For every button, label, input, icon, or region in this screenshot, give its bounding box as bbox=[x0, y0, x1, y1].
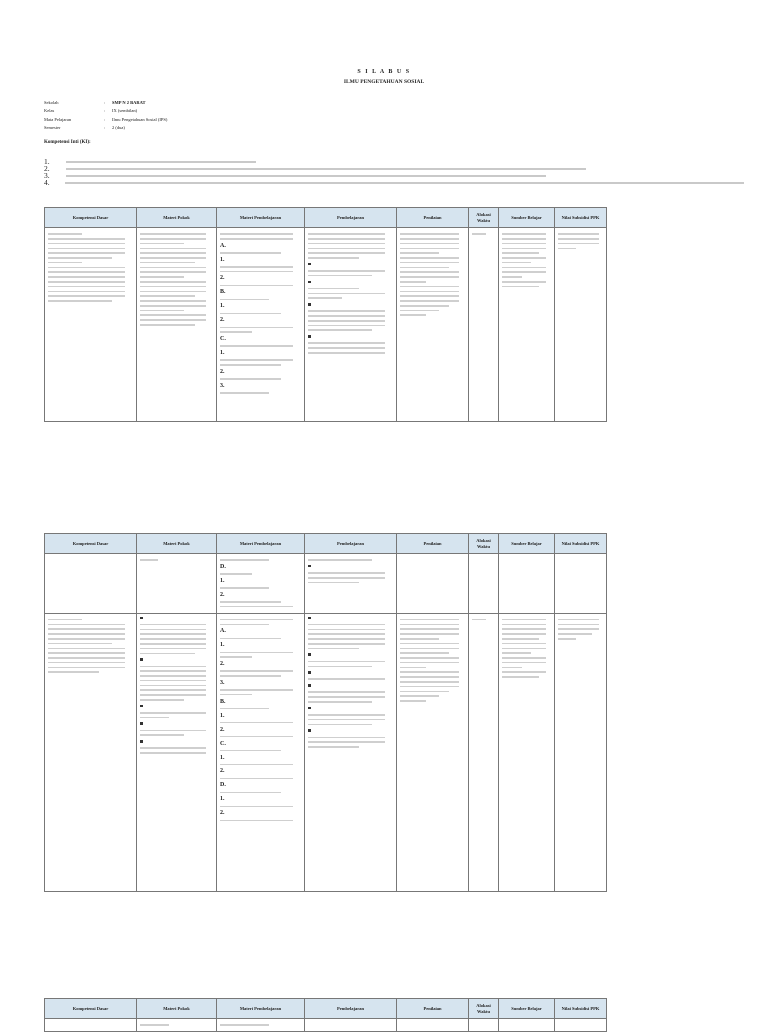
cell-sumber bbox=[499, 1019, 555, 1032]
col-header-kd: Kompetensi Dasar bbox=[45, 534, 137, 554]
table-row bbox=[45, 228, 607, 422]
list-marker: 3. bbox=[220, 679, 225, 686]
identity-value: IX (sembilan) bbox=[112, 108, 138, 114]
text-line bbox=[65, 182, 744, 184]
cell-pembelajaran bbox=[305, 554, 397, 614]
col-header-pembelajaran: Pembelajaran bbox=[305, 534, 397, 554]
cell-nilai bbox=[555, 613, 607, 891]
cell-pembelajaran bbox=[305, 228, 397, 422]
col-header-penilaian: Penilaian bbox=[397, 208, 469, 228]
ki-item bbox=[44, 179, 744, 186]
ki-number: 2. bbox=[44, 164, 50, 173]
list-marker: B. bbox=[220, 698, 226, 705]
col-header-materi-pembelajaran: Materi Pembelajaran bbox=[217, 999, 305, 1019]
list-marker: A. bbox=[220, 628, 226, 635]
cell-sumber bbox=[499, 613, 555, 891]
cell-materi-pokok bbox=[137, 613, 217, 891]
cell-nilai bbox=[555, 554, 607, 614]
list-marker: 2. bbox=[220, 768, 225, 775]
cell-kd bbox=[45, 1019, 137, 1032]
list-marker: D. bbox=[220, 563, 226, 570]
identity-value: SMP N 2 BARAT bbox=[112, 99, 146, 105]
list-marker: 2. bbox=[220, 726, 225, 733]
table-header-row bbox=[45, 534, 607, 554]
identity-row-subject: Mata Pelajaran : Ilmu Pengetahuan Sosial (IPS) bbox=[44, 116, 168, 122]
identity-key: Sekolah bbox=[44, 99, 59, 105]
col-header-materi-pembelajaran: Materi Pembelajaran bbox=[217, 208, 305, 228]
list-marker: 2. bbox=[220, 661, 225, 668]
document-title: S I L A B U S bbox=[357, 69, 411, 75]
list-marker: B. bbox=[220, 289, 226, 296]
cell-nilai bbox=[555, 1019, 607, 1032]
col-header-pembelajaran: Pembelajaran bbox=[305, 999, 397, 1019]
table-row bbox=[45, 613, 607, 891]
list-marker: 1. bbox=[220, 712, 225, 719]
identity-row-semester: Semester : 2 (dua) bbox=[44, 125, 125, 131]
list-marker: 2. bbox=[220, 275, 225, 282]
cell-materi-pembelajaran bbox=[217, 554, 305, 614]
table-row bbox=[45, 554, 607, 614]
cell-kd bbox=[45, 613, 137, 891]
col-header-nilai: Nilai Subsidisi PPK bbox=[555, 999, 607, 1019]
col-header-sumber: Sumber Belajar bbox=[499, 534, 555, 554]
list-marker: 1. bbox=[220, 577, 225, 584]
identity-key: Mata Pelajaran bbox=[44, 116, 72, 122]
cell-materi-pokok bbox=[137, 1019, 217, 1032]
cell-penilaian bbox=[397, 554, 469, 614]
list-marker: A. bbox=[220, 242, 226, 249]
list-marker: C. bbox=[220, 336, 226, 343]
text-line bbox=[66, 161, 256, 163]
col-header-penilaian: Penilaian bbox=[397, 534, 469, 554]
cell-materi-pokok bbox=[137, 228, 217, 422]
cell-sumber bbox=[499, 554, 555, 614]
cell-pembelajaran bbox=[305, 613, 397, 891]
ki-list bbox=[44, 158, 744, 186]
syllabus-table-1 bbox=[44, 207, 607, 422]
cell-alokasi bbox=[469, 228, 499, 422]
identity-key: Kelas bbox=[44, 108, 55, 114]
col-header-sumber: Sumber Belajar bbox=[499, 999, 555, 1019]
col-header-nilai: Nilai Subsidisi PPK bbox=[555, 534, 607, 554]
table-row bbox=[45, 1019, 607, 1032]
col-header-alokasi: Alokasi Waktu bbox=[469, 208, 499, 228]
identity-value: Ilmu Pengetahuan Sosial (IPS) bbox=[112, 116, 168, 122]
list-marker: 1. bbox=[220, 303, 225, 310]
list-marker: 1. bbox=[220, 754, 225, 761]
cell-kd bbox=[45, 228, 137, 422]
list-marker: 2. bbox=[220, 591, 225, 598]
syllabus-table-2 bbox=[44, 533, 607, 892]
identity-row-class: Kelas : IX (sembilan) bbox=[44, 108, 138, 114]
list-marker: C. bbox=[220, 740, 226, 747]
ki-number: 1. bbox=[44, 157, 50, 166]
cell-kd bbox=[45, 554, 137, 614]
list-marker: 3. bbox=[220, 382, 225, 389]
table-header-row bbox=[45, 208, 607, 228]
identity-block bbox=[44, 98, 344, 132]
list-marker: 2. bbox=[220, 317, 225, 324]
text-line bbox=[66, 175, 546, 177]
list-marker: 1. bbox=[220, 350, 225, 357]
ki-item bbox=[44, 158, 744, 165]
identity-row-school: Sekolah : SMP N 2 BARAT bbox=[44, 99, 146, 105]
col-header-alokasi: Alokasi Waktu bbox=[469, 999, 499, 1019]
list-marker: 1. bbox=[220, 256, 225, 263]
text-line bbox=[66, 168, 586, 170]
cell-penilaian bbox=[397, 1019, 469, 1032]
col-header-nilai: Nilai Subsidisi PPK bbox=[555, 208, 607, 228]
identity-key: Semester bbox=[44, 125, 61, 131]
col-header-sumber: Sumber Belajar bbox=[499, 208, 555, 228]
cell-penilaian bbox=[397, 228, 469, 422]
cell-materi-pembelajaran bbox=[217, 228, 305, 422]
col-header-kd: Kompetensi Dasar bbox=[45, 999, 137, 1019]
cell-sumber bbox=[499, 228, 555, 422]
list-marker: D. bbox=[220, 782, 226, 789]
cell-alokasi bbox=[469, 1019, 499, 1032]
cell-alokasi bbox=[469, 554, 499, 614]
ki-title: Kompetensi Inti (KI): bbox=[44, 140, 91, 145]
identity-value: 2 (dua) bbox=[112, 125, 125, 131]
cell-materi-pokok bbox=[137, 554, 217, 614]
list-marker: 1. bbox=[220, 642, 225, 649]
ki-number: 4. bbox=[44, 178, 50, 187]
col-header-materi-pokok: Materi Pokok bbox=[137, 208, 217, 228]
document-subtitle: ILMU PENGETAHUAN SOSIAL bbox=[343, 79, 425, 85]
cell-materi-pembelajaran bbox=[217, 1019, 305, 1032]
cell-materi-pembelajaran bbox=[217, 613, 305, 891]
cell-penilaian bbox=[397, 613, 469, 891]
col-header-materi-pokok: Materi Pokok bbox=[137, 999, 217, 1019]
ki-number: 3. bbox=[44, 171, 50, 180]
col-header-materi-pembelajaran: Materi Pembelajaran bbox=[217, 534, 305, 554]
col-header-penilaian: Penilaian bbox=[397, 999, 469, 1019]
col-header-kd: Kompetensi Dasar bbox=[45, 208, 137, 228]
list-marker: 1. bbox=[220, 796, 225, 803]
table-header-row bbox=[45, 999, 607, 1019]
col-header-pembelajaran: Pembelajaran bbox=[305, 208, 397, 228]
col-header-materi-pokok: Materi Pokok bbox=[137, 534, 217, 554]
ki-item bbox=[44, 165, 744, 172]
list-marker: 2. bbox=[220, 810, 225, 817]
cell-alokasi bbox=[469, 613, 499, 891]
ki-item bbox=[44, 172, 744, 179]
cell-nilai bbox=[555, 228, 607, 422]
col-header-alokasi: Alokasi Waktu bbox=[469, 534, 499, 554]
syllabus-table-3 bbox=[44, 998, 607, 1032]
cell-pembelajaran bbox=[305, 1019, 397, 1032]
list-marker: 2. bbox=[220, 368, 225, 375]
